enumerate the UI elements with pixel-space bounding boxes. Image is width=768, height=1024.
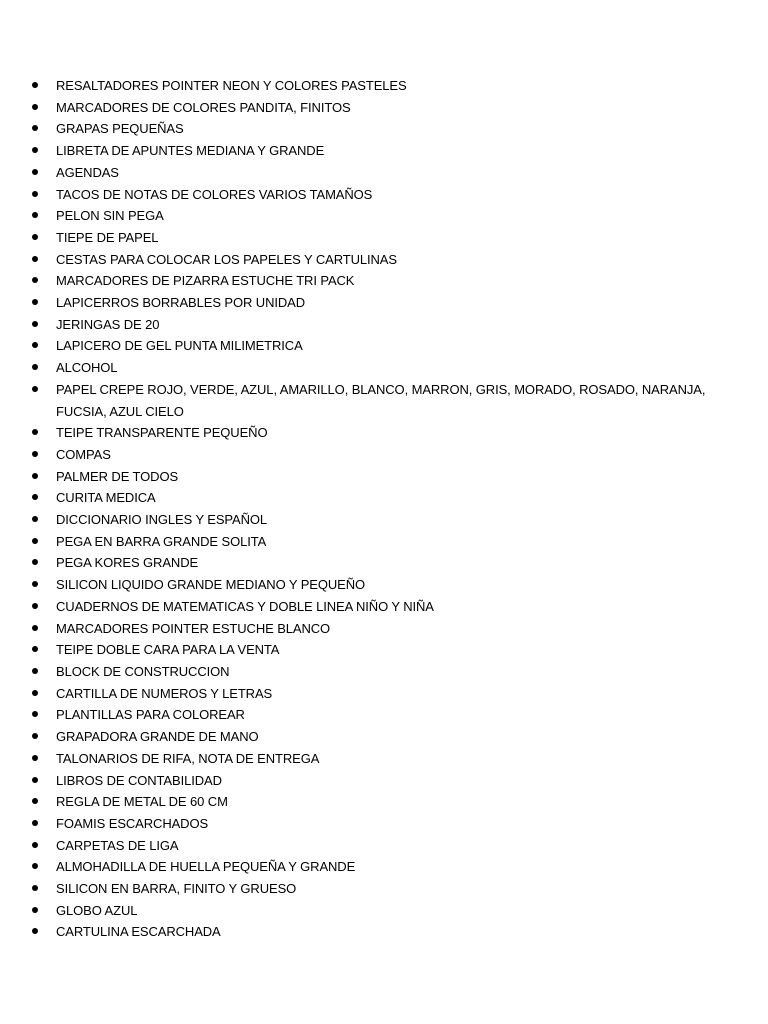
bullet-icon <box>32 212 38 218</box>
list-item-text: LIBRETA DE APUNTES MEDIANA Y GRANDE <box>56 143 325 159</box>
list-item-text: CURITA MEDICA <box>56 490 156 506</box>
bullet-icon <box>32 494 38 500</box>
bullet-icon <box>32 646 38 652</box>
list-item-text: CESTAS PARA COLOCAR LOS PAPELES Y CARTULINAS <box>56 251 397 267</box>
list-item <box>29 531 741 553</box>
bullet-icon <box>32 516 38 522</box>
bullet-icon <box>32 277 38 283</box>
bullet-icon <box>32 863 38 869</box>
bullet-icon <box>32 169 38 175</box>
bullet-icon <box>32 473 38 479</box>
list-item-text: GRAPADORA GRANDE DE MANO <box>56 729 259 745</box>
list-item-text: TEIPE DOBLE CARA PARA LA VENTA <box>56 642 280 658</box>
bullet-icon <box>32 581 38 587</box>
list-item <box>29 314 741 336</box>
list-item-text: TALONARIOS DE RIFA, NOTA DE ENTREGA <box>56 750 320 766</box>
list-item-text: PAPEL CREPE ROJO, VERDE, AZUL, AMARILLO, BLANCO, MARRON, GRIS, MORADO, ROSADO, NARANJA, FUCSIA, AZUL CIELO <box>56 381 706 419</box>
list-item <box>29 574 741 596</box>
list-item <box>29 118 741 140</box>
list-item <box>29 704 741 726</box>
list-item-text: CARTILLA DE NUMEROS Y LETRAS <box>56 685 273 701</box>
list-item-text: PEGA EN BARRA GRANDE SOLITA <box>56 533 267 549</box>
list-item <box>29 683 741 705</box>
bullet-icon <box>32 234 38 240</box>
list-item-text: MARCADORES DE PIZARRA ESTUCHE TRI PACK <box>56 273 355 289</box>
bullet-icon <box>32 538 38 544</box>
bullet-icon <box>32 907 38 913</box>
list-item <box>29 162 741 184</box>
list-item <box>29 444 741 466</box>
bullet-icon <box>32 104 38 110</box>
bullet-icon <box>32 321 38 327</box>
list-item-text: SILICON LIQUIDO GRANDE MEDIANO Y PEQUEÑO <box>56 577 366 593</box>
bullet-icon <box>32 733 38 739</box>
list-item <box>29 140 741 162</box>
bullet-icon <box>32 820 38 826</box>
bullet-icon <box>32 386 38 392</box>
list-item <box>29 509 741 531</box>
list-item-text: PLANTILLAS PARA COLOREAR <box>56 707 245 723</box>
list-item <box>29 335 741 357</box>
list-item <box>29 856 741 878</box>
list-item-text: TIEPE DE PAPEL <box>56 229 159 245</box>
list-item-text: REGLA DE METAL DE 60 CM <box>56 794 228 810</box>
list-item-text: CUADERNOS DE MATEMATICAS Y DOBLE LINEA NIÑO Y NIÑA <box>56 598 434 614</box>
list-item-text: GLOBO AZUL <box>56 902 138 918</box>
list-item <box>29 270 741 292</box>
list-item <box>29 205 741 227</box>
bullet-icon <box>32 885 38 891</box>
list-item-text: CARTULINA ESCARCHADA <box>56 924 221 940</box>
bullet-icon <box>32 559 38 565</box>
list-item <box>29 97 741 119</box>
list-item <box>29 227 741 249</box>
bullet-icon <box>32 191 38 197</box>
list-item-text: LAPICERO DE GEL PUNTA MILIMETRICA <box>56 338 303 354</box>
list-item <box>29 770 741 792</box>
bullet-icon <box>32 690 38 696</box>
list-item-text: TACOS DE NOTAS DE COLORES VARIOS TAMAÑOS <box>56 186 373 202</box>
list-item-text: ALCOHOL <box>56 360 118 376</box>
list-item <box>29 878 741 900</box>
list-item-text: BLOCK DE CONSTRUCCION <box>56 663 230 679</box>
bullet-icon <box>32 928 38 934</box>
list-item <box>29 184 741 206</box>
list-item-text: PELON SIN PEGA <box>56 208 164 224</box>
list-item <box>29 921 741 943</box>
bullet-icon <box>32 82 38 88</box>
list-item <box>29 748 741 770</box>
list-item-text: AGENDAS <box>56 164 119 180</box>
list-item <box>29 835 741 857</box>
bullet-icon <box>32 777 38 783</box>
bullet-icon <box>32 668 38 674</box>
list-item-text: RESALTADORES POINTER NEON Y COLORES PASTELES <box>56 78 407 93</box>
list-item <box>29 639 741 661</box>
list-item-text: LAPICERROS BORRABLES POR UNIDAD <box>56 295 306 311</box>
list-item <box>29 791 741 813</box>
list-item <box>29 596 741 618</box>
bullet-icon <box>32 299 38 305</box>
list-item-text: CARPETAS DE LIGA <box>56 837 179 853</box>
list-item-text: DICCIONARIO INGLES Y ESPAÑOL <box>56 512 268 528</box>
list-item-text: MARCADORES POINTER ESTUCHE BLANCO <box>56 620 331 636</box>
list-item-text: JERINGAS DE 20 <box>56 316 160 332</box>
bullet-icon <box>32 755 38 761</box>
bullet-icon <box>32 603 38 609</box>
bullet-icon <box>32 451 38 457</box>
supply-list <box>29 75 741 943</box>
bullet-icon <box>32 256 38 262</box>
list-item-text: ALMOHADILLA DE HUELLA PEQUEÑA Y GRANDE <box>56 859 356 875</box>
list-item-text: COMPAS <box>56 446 111 462</box>
list-item <box>29 487 741 509</box>
list-item-text: TEIPE TRANSPARENTE PEQUEÑO <box>56 425 268 441</box>
bullet-icon <box>32 711 38 717</box>
list-item <box>29 379 741 422</box>
list-item <box>29 813 741 835</box>
list-item-text: LIBROS DE CONTABILIDAD <box>56 772 222 788</box>
list-item-text: PALMER DE TODOS <box>56 468 179 484</box>
list-item <box>29 661 741 683</box>
bullet-icon <box>32 342 38 348</box>
bullet-icon <box>32 842 38 848</box>
list-item <box>29 618 741 640</box>
list-item <box>29 726 741 748</box>
bullet-icon <box>32 125 38 131</box>
list-item <box>29 75 741 97</box>
bullet-icon <box>32 147 38 153</box>
list-item-text: SILICON EN BARRA, FINITO Y GRUESO <box>56 881 297 897</box>
list-item <box>29 249 741 271</box>
list-item <box>29 900 741 922</box>
list-item-text: MARCADORES DE COLORES PANDITA, FINITOS <box>56 99 351 115</box>
list-item-text: GRAPAS PEQUEÑAS <box>56 121 184 137</box>
bullet-icon <box>32 364 38 370</box>
bullet-icon <box>32 625 38 631</box>
list-item <box>29 422 741 444</box>
list-item <box>29 552 741 574</box>
list-item-text: PEGA KORES GRANDE <box>56 555 199 571</box>
bullet-icon <box>32 429 38 435</box>
list-item <box>29 357 741 379</box>
list-item <box>29 466 741 488</box>
bullet-icon <box>32 798 38 804</box>
list-item-text: FOAMIS ESCARCHADOS <box>56 815 209 831</box>
list-item <box>29 292 741 314</box>
